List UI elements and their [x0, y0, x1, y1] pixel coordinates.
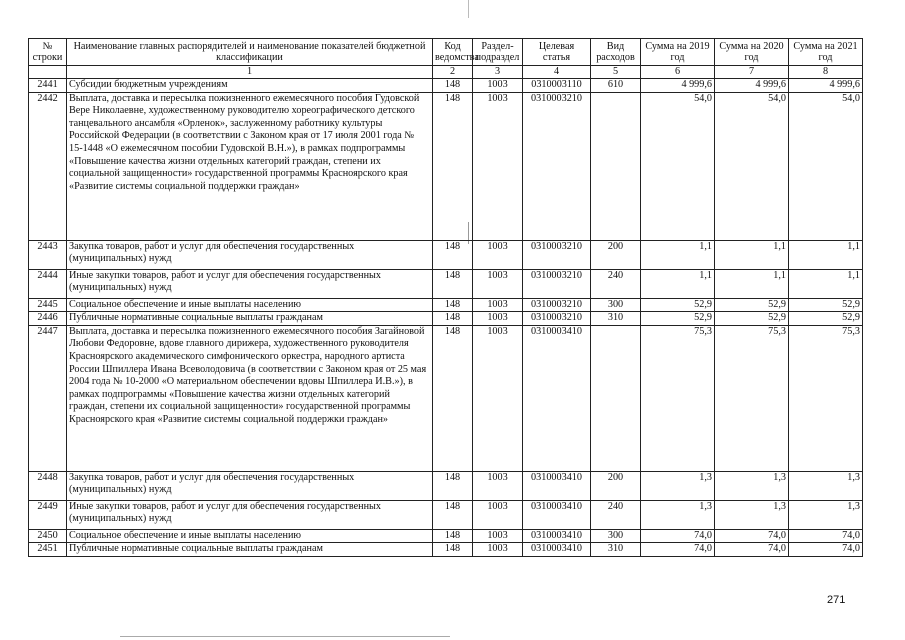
row-sum-2019: 54,0 [641, 92, 715, 240]
table-row [29, 240, 863, 269]
table-row [29, 92, 863, 240]
row-section: 1003 [473, 543, 523, 557]
row-name: Публичные нормативные социальные выплаты гражданам [67, 312, 433, 326]
row-code: 148 [433, 312, 473, 326]
row-sum-2021: 1,3 [789, 471, 863, 500]
row-name: Закупка товаров, работ и услуг для обеспечения государственных (муниципальных) нужд [67, 471, 433, 500]
table-row [29, 298, 863, 312]
row-name: Публичные нормативные социальные выплаты гражданам [67, 543, 433, 557]
row-target: 0310003210 [523, 92, 591, 240]
table-body [29, 79, 863, 557]
col-header-target: Целевая статья [523, 39, 591, 66]
row-section: 1003 [473, 312, 523, 326]
row-section: 1003 [473, 298, 523, 312]
row-section: 1003 [473, 79, 523, 93]
row-sum-2020: 52,9 [715, 298, 789, 312]
row-section: 1003 [473, 269, 523, 298]
row-sum-2020: 74,0 [715, 543, 789, 557]
row-sum-2020: 1,3 [715, 471, 789, 500]
row-kind: 310 [591, 543, 641, 557]
row-sum-2019: 74,0 [641, 543, 715, 557]
row-target: 0310003210 [523, 298, 591, 312]
row-number: 2441 [29, 79, 67, 93]
row-code: 148 [433, 240, 473, 269]
row-sum-2019: 1,1 [641, 269, 715, 298]
row-name: Социальное обеспечение и иные выплаты населению [67, 298, 433, 312]
row-sum-2019: 52,9 [641, 298, 715, 312]
column-number-row [29, 66, 863, 79]
row-code: 148 [433, 79, 473, 93]
footer-rule [120, 636, 450, 637]
row-target: 0310003410 [523, 471, 591, 500]
row-sum-2020: 54,0 [715, 92, 789, 240]
row-sum-2021: 4 999,6 [789, 79, 863, 93]
budget-table [28, 38, 863, 557]
row-code: 148 [433, 92, 473, 240]
row-kind [591, 92, 641, 240]
row-sum-2019: 74,0 [641, 529, 715, 543]
table-row [29, 471, 863, 500]
row-sum-2021: 52,9 [789, 298, 863, 312]
row-kind: 200 [591, 240, 641, 269]
row-kind: 300 [591, 298, 641, 312]
col-number: 4 [523, 66, 591, 79]
row-sum-2020: 74,0 [715, 529, 789, 543]
row-target: 0310003210 [523, 240, 591, 269]
row-number: 2449 [29, 500, 67, 529]
col-number: 1 [67, 66, 433, 79]
row-name: Субсидии бюджетным учреждениям [67, 79, 433, 93]
row-number: 2442 [29, 92, 67, 240]
col-number: 2 [433, 66, 473, 79]
row-number: 2447 [29, 325, 67, 471]
row-sum-2019: 4 999,6 [641, 79, 715, 93]
row-section: 1003 [473, 529, 523, 543]
row-sum-2020: 75,3 [715, 325, 789, 471]
col-header-name: Наименование главных распорядителей и наименование показателей бюджетной классификации [67, 39, 433, 66]
row-name: Выплата, доставка и пересылка пожизненного ежемесячного пособия Загайновой Любови Федоровне, вдове главного дирижера, художественного руководителя Красноярского академического симфонического оркестра, народного артиста России Шпиллера Ивана Всеволодовича (в соответствии с Законом края от 25 мая 2004 года № 10-2000 «О материальном обеспечении вдовы Шпиллера И.В.»), в рамках подпрограммы «Повышение качества жизни отдельных категорий граждан, степени их социальной защищенности» государственной программы Красноярского края «Развитие системы социальной поддержки граждан» [67, 325, 433, 471]
row-kind: 610 [591, 79, 641, 93]
row-sum-2019: 52,9 [641, 312, 715, 326]
row-number: 2445 [29, 298, 67, 312]
table-row [29, 312, 863, 326]
row-name: Иные закупки товаров, работ и услуг для обеспечения государственных (муниципальных) нужд [67, 500, 433, 529]
row-sum-2019: 1,1 [641, 240, 715, 269]
row-section: 1003 [473, 500, 523, 529]
row-target: 0310003410 [523, 543, 591, 557]
row-sum-2020: 52,9 [715, 312, 789, 326]
col-number: 3 [473, 66, 523, 79]
table-row [29, 500, 863, 529]
row-code: 148 [433, 471, 473, 500]
row-sum-2020: 4 999,6 [715, 79, 789, 93]
col-header-section: Раздел-подраздел [473, 39, 523, 66]
col-number: 6 [641, 66, 715, 79]
row-section: 1003 [473, 92, 523, 240]
row-kind: 200 [591, 471, 641, 500]
row-sum-2019: 1,3 [641, 500, 715, 529]
row-target: 0310003110 [523, 79, 591, 93]
row-sum-2019: 75,3 [641, 325, 715, 471]
col-number: 5 [591, 66, 641, 79]
table-row [29, 543, 863, 557]
row-number: 2444 [29, 269, 67, 298]
row-sum-2021: 1,3 [789, 500, 863, 529]
row-kind [591, 325, 641, 471]
row-sum-2021: 74,0 [789, 543, 863, 557]
col-number: 8 [789, 66, 863, 79]
header-row [29, 39, 863, 66]
row-number: 2446 [29, 312, 67, 326]
scan-mark-top [468, 0, 469, 18]
row-target: 0310003210 [523, 269, 591, 298]
row-section: 1003 [473, 471, 523, 500]
row-kind: 300 [591, 529, 641, 543]
row-sum-2020: 1,3 [715, 500, 789, 529]
row-kind: 240 [591, 500, 641, 529]
row-number: 2443 [29, 240, 67, 269]
col-number: 7 [715, 66, 789, 79]
row-number: 2450 [29, 529, 67, 543]
row-sum-2020: 1,1 [715, 240, 789, 269]
row-section: 1003 [473, 325, 523, 471]
row-sum-2021: 54,0 [789, 92, 863, 240]
col-header-no: № строки [29, 39, 67, 66]
row-name: Социальное обеспечение и иные выплаты населению [67, 529, 433, 543]
row-target: 0310003410 [523, 529, 591, 543]
page-number: 271 [827, 594, 846, 606]
col-header-kind: Вид расходов [591, 39, 641, 66]
row-sum-2021: 1,1 [789, 240, 863, 269]
row-sum-2021: 75,3 [789, 325, 863, 471]
row-sum-2021: 74,0 [789, 529, 863, 543]
col-header-sum2021: Сумма на 2021 год [789, 39, 863, 66]
row-number: 2448 [29, 471, 67, 500]
col-header-code: Код ведомства [433, 39, 473, 66]
row-code: 148 [433, 269, 473, 298]
row-code: 148 [433, 543, 473, 557]
row-target: 0310003410 [523, 500, 591, 529]
row-name: Выплата, доставка и пересылка пожизненного ежемесячного пособия Гудовской Вере Николаевне, художественному руководителю хореографического детского танцевального ансамбля «Орленок», заслуженному работнику культуры Российской Федерации (в соответствии с Законом края от 17 июля 2001 года № 15-1448 «О ежемесячном пособии Гудовской В.Н.»), в рамках подпрограммы «Повышение качества жизни отдельных категорий граждан, степени их социальной защищенности» государственной программы Красноярского края «Развитие системы социальной поддержки граждан» [67, 92, 433, 240]
row-number: 2451 [29, 543, 67, 557]
col-header-sum2019: Сумма на 2019 год [641, 39, 715, 66]
row-code: 148 [433, 500, 473, 529]
row-code: 148 [433, 529, 473, 543]
row-sum-2019: 1,3 [641, 471, 715, 500]
row-target: 0310003410 [523, 325, 591, 471]
table-row [29, 79, 863, 93]
row-name: Закупка товаров, работ и услуг для обеспечения государственных (муниципальных) нужд [67, 240, 433, 269]
row-sum-2021: 52,9 [789, 312, 863, 326]
row-kind: 240 [591, 269, 641, 298]
row-name: Иные закупки товаров, работ и услуг для обеспечения государственных (муниципальных) нужд [67, 269, 433, 298]
table-row [29, 269, 863, 298]
row-sum-2020: 1,1 [715, 269, 789, 298]
table-row [29, 325, 863, 471]
row-sum-2021: 1,1 [789, 269, 863, 298]
row-section: 1003 [473, 240, 523, 269]
col-header-sum2020: Сумма на 2020 год [715, 39, 789, 66]
col-number [29, 66, 67, 79]
row-kind: 310 [591, 312, 641, 326]
row-target: 0310003210 [523, 312, 591, 326]
table-row [29, 529, 863, 543]
row-code: 148 [433, 298, 473, 312]
row-code: 148 [433, 325, 473, 471]
